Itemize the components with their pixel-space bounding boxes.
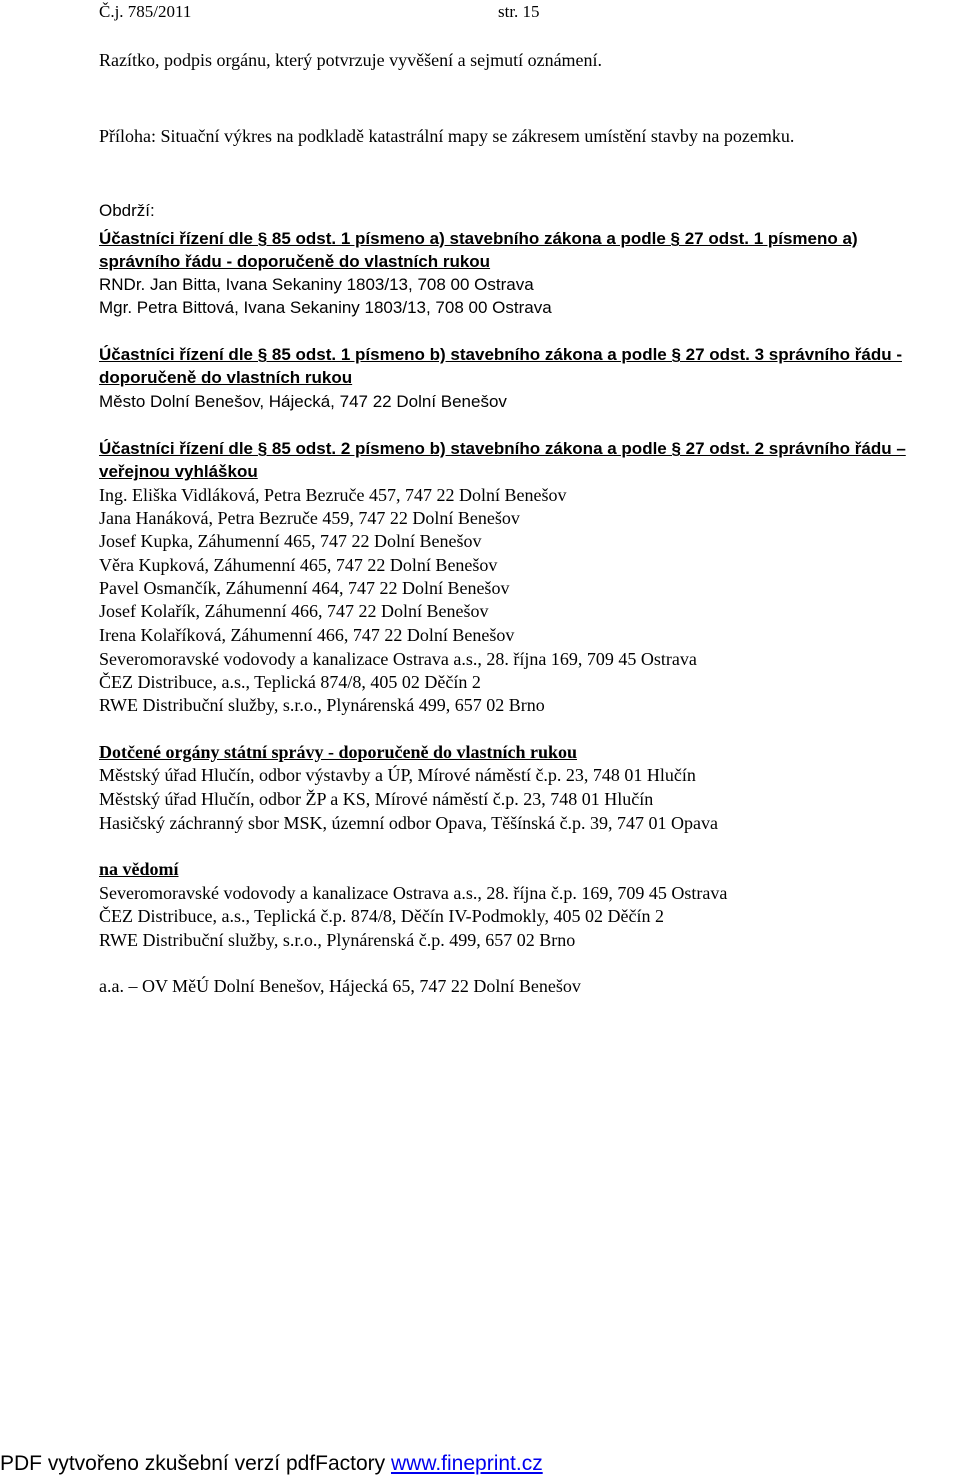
list-item: Jana Hanáková, Petra Bezruče 459, 747 22 Dolní Benešov (99, 508, 520, 528)
list-item: Mgr. Petra Bittová, Ivana Sekaniny 1803/13, 708 00 Ostrava (99, 298, 552, 317)
list-item: RWE Distribuční služby, s.r.o., Plynárenská 499, 657 02 Brno (99, 695, 545, 715)
list-item: Irena Kolaříková, Záhumenní 466, 747 22 Dolní Benešov (99, 625, 515, 645)
section-heading-participants-b: Účastníci řízení dle § 85 odst. 1 písmeno b) stavebního zákona a podle § 27 odst. 3 správního řádu - (99, 345, 902, 364)
list-item: Věra Kupková, Záhumenní 465, 747 22 Dolní Benešov (99, 555, 498, 575)
footer-link[interactable]: www.fineprint.cz (390, 1452, 543, 1475)
attachment-note: Příloha: Situační výkres na podkladě katastrální mapy se zákresem umístění stavby na pozemku. (99, 126, 795, 146)
list-item: RNDr. Jan Bitta, Ivana Sekaniny 1803/13, 708 00 Ostrava (99, 275, 534, 294)
stamp-note: Razítko, podpis orgánu, který potvrzuje vyvěšení a sejmutí oznámení. (99, 50, 603, 70)
list-item: Josef Kupka, Záhumenní 465, 747 22 Dolní Benešov (99, 531, 482, 551)
list-item: Severomoravské vodovody a kanalizace Ostrava a.s., 28. října č.p. 169, 709 45 Ostrava (99, 883, 728, 903)
list-item: Městský úřad Hlučín, odbor ŽP a KS, Mírové náměstí č.p. 23, 748 01 Hlučín (99, 789, 654, 809)
list-item: RWE Distribuční služby, s.r.o., Plynárenská č.p. 499, 657 02 Brno (99, 930, 576, 950)
section-heading-participants-public: Účastníci řízení dle § 85 odst. 2 písmeno b) stavebního zákona a podle § 27 odst. 2 správního řádu – (99, 439, 906, 458)
page-number: str. 15 (498, 2, 540, 21)
list-item: Městský úřad Hlučín, odbor výstavby a ÚP, Mírové náměstí č.p. 23, 748 01 Hlučín (99, 765, 696, 785)
list-item: Ing. Eliška Vidláková, Petra Bezruče 457, 747 22 Dolní Benešov (99, 485, 567, 505)
list-item: Hasičský záchranný sbor MSK, územní odbor Opava, Těšínská č.p. 39, 747 01 Opava (99, 813, 719, 833)
pdf-watermark-footer (0, 1452, 543, 1476)
section-heading-authorities: Dotčené orgány státní správy - doporučeně do vlastních rukou (99, 742, 578, 762)
section-heading-participants-b-cont: doporučeně do vlastních rukou (99, 368, 353, 387)
list-item: ČEZ Distribuce, a.s., Teplická 874/8, 405 02 Děčín 2 (99, 672, 481, 692)
reference-number: Č.j. 785/2011 (99, 2, 192, 21)
list-item: ČEZ Distribuce, a.s., Teplická č.p. 874/8, Děčín IV-Podmokly, 405 02 Děčín 2 (99, 906, 664, 926)
list-item: Pavel Osmančík, Záhumenní 464, 747 22 Dolní Benešov (99, 578, 510, 598)
section-heading-participants-a: Účastníci řízení dle § 85 odst. 1 písmeno a) stavebního zákona a podle § 27 odst. 1 písmeno a) (99, 229, 858, 248)
list-item: Josef Kolařík, Záhumenní 466, 747 22 Dolní Benešov (99, 601, 489, 621)
list-item: Město Dolní Benešov, Hájecká, 747 22 Dolní Benešov (99, 392, 507, 411)
section-heading-for-information: na vědomí (99, 859, 179, 879)
aa-line: a.a. – OV MěÚ Dolní Benešov, Hájecká 65, 747 22 Dolní Benešov (99, 976, 581, 996)
list-item: Severomoravské vodovody a kanalizace Ostrava a.s., 28. října 169, 709 45 Ostrava (99, 649, 697, 669)
section-heading-participants-a-cont: správního řádu - doporučeně do vlastních rukou (99, 252, 491, 271)
recipients-label: Obdrží: (99, 201, 155, 220)
section-heading-participants-public-cont: veřejnou vyhláškou (99, 462, 258, 481)
footer-text: PDF vytvořeno zkušební verzí pdfFactory (0, 1452, 391, 1475)
